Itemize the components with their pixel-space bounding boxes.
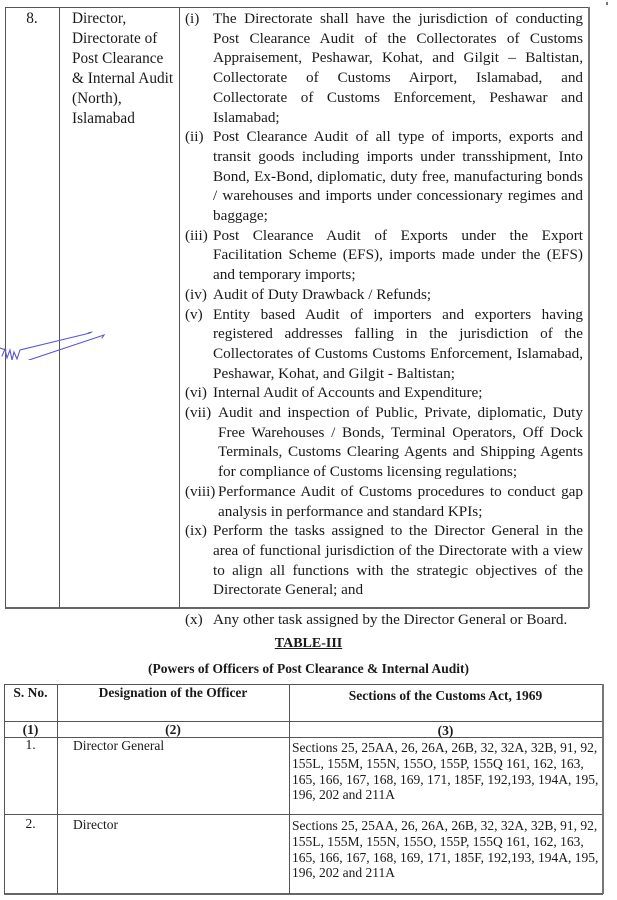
- designation-line: Post Clearance: [72, 50, 164, 67]
- duty-number: (ii): [185, 128, 204, 146]
- duty-text: Audit and inspection of Public, Private, diplomatic, Duty Free Warehouses / Bonds, Terminal Operators, Off Dock Terminals, Customs Clearing Agents and Shipping Agents for compliance of Customs licensing regulations;: [218, 404, 583, 481]
- officer-designation: Director General: [73, 738, 165, 753]
- officer-designation: [72, 9, 178, 129]
- duty-text: The Directorate shall have the jurisdiction of conducting Post Clearance Audit of the Collectorates of Customs Appraisement, Peshawar, Kohat, and Gilgit – Baltistan, Collectorate of Customs Airport, Islamabad, and Collectorate of Customs Enforcement, Peshawar and Islamabad;: [213, 10, 583, 126]
- column-number: (3): [437, 723, 454, 738]
- duty-item: [185, 521, 583, 600]
- duties-list: [185, 9, 583, 630]
- column-divider: [179, 7, 180, 608]
- duty-number: (i): [185, 10, 200, 27]
- serial-number: 1.: [25, 737, 36, 752]
- duty-item: [185, 383, 583, 403]
- table-border-bottom: [4, 893, 603, 895]
- duty-text: Audit of Duty Drawback / Refunds;: [213, 285, 432, 303]
- designation-line: & Internal Audit: [72, 70, 174, 87]
- header-serial-number: S. No.: [13, 685, 48, 700]
- table-border-left: [4, 684, 5, 894]
- header-designation: Designation of the Officer: [98, 685, 248, 700]
- duty-text: Post Clearance Audit of Exports under the Export Facilitation Scheme (EFS), imports made under the (EFS) and temporary imports;: [213, 226, 583, 284]
- duty-number: (vii): [185, 404, 212, 422]
- table-border-right: [588, 7, 590, 608]
- customs-act-sections: [292, 740, 599, 803]
- duty-item: [185, 482, 583, 521]
- table-title: TABLE-III: [274, 636, 343, 651]
- sections-line: 165, 166, 167, 168, 169, 171, 185F, 192,193, 194A, 195,: [292, 849, 599, 865]
- duty-text: Any other task assigned by the Director General or Board.: [213, 611, 568, 629]
- duty-number: (iv): [185, 285, 207, 303]
- header-sections: Sections of the Customs Act, 1969: [348, 688, 543, 703]
- sections-line: 196, 202 and 211A: [292, 865, 395, 881]
- duty-number: (vi): [185, 384, 207, 402]
- table-subtitle: (Powers of Officers of Post Clearance & Internal Audit): [148, 661, 469, 676]
- table-border-right: [602, 684, 604, 894]
- serial-number: 8.: [26, 10, 38, 27]
- sections-line: 196, 202 and 211A: [292, 787, 395, 803]
- sections-line: Sections 25, 25AA, 26, 26A, 26B, 32, 32A, 32B, 91, 92,: [292, 818, 598, 833]
- duty-text: Entity based Audit of importers and exporters having registered addresses falling in the jurisdiction of the Collectorates of Customs Customs Enforcement, Islamabad, Peshawar, Kohat, and Gilgit - Baltistan;: [213, 305, 583, 382]
- row-divider: [4, 814, 603, 815]
- handwritten-signature-icon: [0, 300, 110, 360]
- table-border-top: [5, 7, 589, 8]
- designation-line: Director,: [72, 10, 127, 27]
- duty-text: Internal Audit of Accounts and Expenditure;: [213, 384, 483, 402]
- designation-line: Islamabad: [72, 110, 135, 127]
- duty-text: Performance Audit of Customs procedures to conduct gap analysis in performance and standard KPIs;: [218, 482, 583, 520]
- duty-number: (iii): [185, 226, 208, 244]
- officer-designation: Director: [73, 817, 118, 832]
- duty-item: [185, 226, 583, 285]
- serial-number: 2.: [25, 816, 36, 831]
- duty-item: [185, 9, 583, 127]
- duty-number: (ix): [185, 522, 207, 540]
- duty-item: [185, 127, 583, 226]
- designation-line: Directorate of: [72, 30, 158, 47]
- column-divider: [57, 684, 58, 894]
- scan-mark: [606, 2, 608, 5]
- duty-number: (x): [185, 611, 203, 629]
- sections-line: 155L, 155M, 155N, 155O, 155P, 155Q 161, 162, 163,: [292, 755, 584, 771]
- duty-number: (v): [185, 305, 203, 323]
- duty-item: [185, 610, 583, 630]
- duty-number: (viii): [185, 482, 216, 500]
- duty-item: [185, 403, 583, 482]
- customs-act-sections: [292, 818, 599, 881]
- column-number: (1): [22, 722, 39, 737]
- duty-text: Perform the tasks assigned to the Director General in the area of functional jurisdiction of the Directorate with a view to align all functions with the strategic objectives of the Directorate General; and: [213, 522, 583, 599]
- designation-line: (North),: [72, 90, 122, 107]
- column-number: (2): [165, 722, 181, 737]
- duty-text: Post Clearance Audit of all type of imports, exports and transit goods including imports under transshipment, Into Bond, Ex-Bond, diplomatic, duty free, manufacturing bonds / warehouses and imports under concessionary regimes and baggage;: [213, 128, 583, 225]
- sections-line: 165, 166, 167, 168, 169, 171, 185F, 192,193, 194A, 195,: [292, 771, 599, 787]
- sections-line: 155L, 155M, 155N, 155O, 155P, 155Q 161, 162, 163,: [292, 833, 584, 849]
- column-divider: [289, 684, 290, 894]
- duty-item: [185, 305, 583, 384]
- duty-item: [185, 285, 583, 305]
- sections-line: Sections 25, 25AA, 26, 26A, 26B, 32, 32A, 32B, 91, 92,: [292, 740, 598, 755]
